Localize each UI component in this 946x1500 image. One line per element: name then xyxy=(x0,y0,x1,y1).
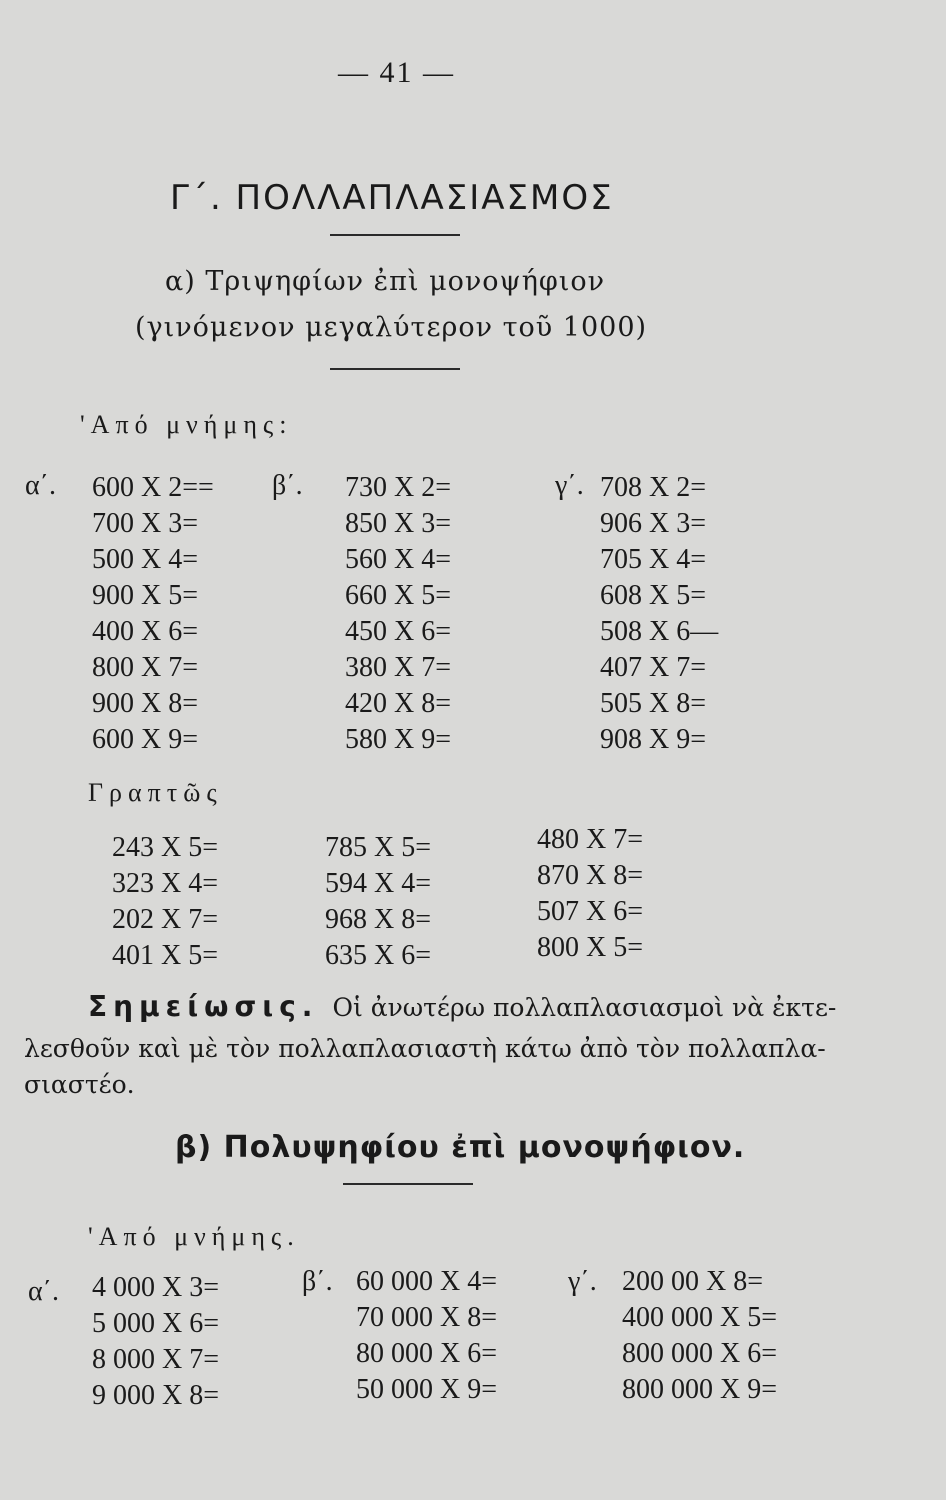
exercise-item: 850 X 3= xyxy=(345,508,452,539)
exercise-item: 202 X 7= xyxy=(112,904,219,935)
written-column-2 xyxy=(325,830,431,974)
exercise-item: 420 X 8= xyxy=(345,688,452,719)
group-marker-beta-b: β΄. xyxy=(302,1266,333,1297)
exercise-item: 505 X 8= xyxy=(600,688,707,719)
exercise-item: 708 X 2= xyxy=(600,472,707,503)
exercise-item: 900 X 5= xyxy=(92,580,199,611)
group-marker-beta: β΄. xyxy=(272,470,303,501)
exercise-item: 480 X 7= xyxy=(537,824,644,855)
exercise-item: 4 000 X 3= xyxy=(92,1272,220,1303)
exercise-item: 870 X 8= xyxy=(537,860,644,891)
exercise-item: 730 X 2= xyxy=(345,472,452,503)
written-column-1 xyxy=(112,830,218,974)
exercise-item: 800 000 X 6= xyxy=(622,1338,778,1369)
exercise-item: 450 X 6= xyxy=(345,616,452,647)
section-b-rule xyxy=(343,1183,473,1185)
exercise-item: 608 X 5= xyxy=(600,580,707,611)
exercise-item: 700 X 3= xyxy=(92,508,199,539)
exercise-item: 70 000 X 8= xyxy=(356,1302,498,1333)
section-a-heading-2: (γινόμενον μεγαλύτερον τοῦ 1000) xyxy=(135,312,648,343)
note-paragraph-first-line xyxy=(88,990,836,1023)
exercise-item: 500 X 4= xyxy=(92,544,199,575)
exercise-item: 600 X 9= xyxy=(92,724,199,755)
exercise-item: 400 X 6= xyxy=(92,616,199,647)
exercise-column-a3 xyxy=(600,470,718,758)
group-marker-alpha-b: α΄. xyxy=(28,1276,59,1307)
exercise-item: 785 X 5= xyxy=(325,832,432,863)
exercise-item: 407 X 7= xyxy=(600,652,707,683)
oral-label-b: 'Από μνήμης. xyxy=(88,1222,300,1251)
exercise-item: 507 X 6= xyxy=(537,896,644,927)
exercise-item: 705 X 4= xyxy=(600,544,707,575)
group-marker-alpha: α΄. xyxy=(25,470,56,501)
oral-label-a: 'Από μνήμης: xyxy=(80,410,293,439)
exercise-item: 800 000 X 9= xyxy=(622,1374,778,1405)
note-heading: Σημείωσις. xyxy=(88,990,319,1023)
exercise-item: 800 X 5= xyxy=(537,932,644,963)
exercise-item: 50 000 X 9= xyxy=(356,1374,498,1405)
section-b-heading: β) Πολυψηφίου ἐπὶ μονοψήφιον. xyxy=(175,1130,746,1165)
exercise-column-a1 xyxy=(92,470,214,758)
group-marker-gamma-b: γ΄. xyxy=(568,1266,597,1297)
note-line-2: λεσθοῦν καὶ μὲ τὸν πολλαπλασιαστὴ κάτω ἀπὸ τὸν πολλαπλα- xyxy=(24,1034,826,1063)
exercise-item: 800 X 7= xyxy=(92,652,199,683)
exercise-item: 660 X 5= xyxy=(345,580,452,611)
page-number: — 41 — xyxy=(338,56,455,89)
exercise-item: 200 00 X 8= xyxy=(622,1266,764,1297)
exercise-column-a2 xyxy=(345,470,451,758)
exercise-item: 8 000 X 7= xyxy=(92,1344,220,1375)
section-a-rule xyxy=(330,368,460,370)
written-column-3 xyxy=(537,822,643,966)
exercise-item: 80 000 X 6= xyxy=(356,1338,498,1369)
chapter-title: Γ΄. ΠΟΛΛΑΠΛΑΣΙΑΣΜΟΣ xyxy=(170,178,614,218)
exercise-item: 401 X 5= xyxy=(112,940,219,971)
exercise-item: 900 X 8= xyxy=(92,688,199,719)
exercise-item: 908 X 9= xyxy=(600,724,707,755)
exercise-item: 560 X 4= xyxy=(345,544,452,575)
exercise-column-b1 xyxy=(92,1270,219,1414)
exercise-item: 323 X 4= xyxy=(112,868,219,899)
exercise-item: 400 000 X 5= xyxy=(622,1302,778,1333)
note-line-3: σιαστέο. xyxy=(24,1070,135,1099)
title-rule xyxy=(330,234,460,236)
section-a-heading-1: α) Τριψηφίων ἐπὶ μονοψήφιον xyxy=(165,266,606,297)
exercise-item: 580 X 9= xyxy=(345,724,452,755)
exercise-column-b2 xyxy=(356,1264,497,1408)
note-line-1: Οἱ ἀνωτέρω πολλαπλασιασμοὶ νὰ ἐκτε- xyxy=(332,993,837,1022)
exercise-item: 380 X 7= xyxy=(345,652,452,683)
exercise-item: 594 X 4= xyxy=(325,868,432,899)
exercise-item: 9 000 X 8= xyxy=(92,1380,220,1411)
exercise-item: 508 X 6— xyxy=(600,616,719,647)
exercise-item: 243 X 5= xyxy=(112,832,219,863)
exercise-item: 635 X 6= xyxy=(325,940,432,971)
written-label: Γραπτῶς xyxy=(88,778,223,807)
exercise-item: 600 X 2== xyxy=(92,472,214,503)
exercise-item: 906 X 3= xyxy=(600,508,707,539)
group-marker-gamma: γ΄. xyxy=(555,470,584,501)
exercise-item: 5 000 X 6= xyxy=(92,1308,220,1339)
exercise-item: 60 000 X 4= xyxy=(356,1266,498,1297)
exercise-item: 968 X 8= xyxy=(325,904,432,935)
exercise-column-b3 xyxy=(622,1264,777,1408)
